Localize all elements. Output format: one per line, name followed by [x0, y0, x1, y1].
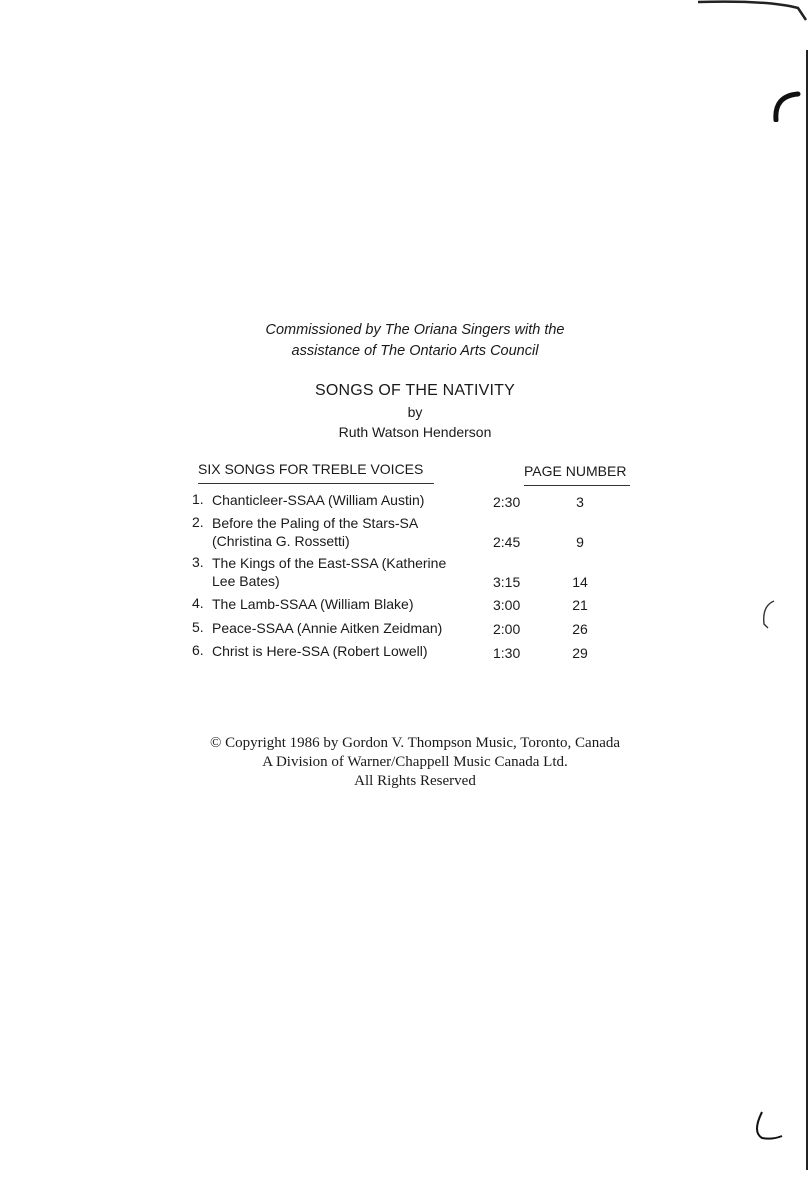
- commission-line-2: assistance of The Ontario Arts Council: [291, 343, 539, 359]
- song-title-line: Before the Paling of the Stars-SA: [212, 515, 419, 531]
- page-corner-curl: [688, 0, 808, 30]
- song-page-number: 3: [576, 494, 584, 510]
- song-number: 1.: [192, 491, 204, 507]
- song-title: [212, 595, 414, 613]
- copyright-notice: [170, 734, 660, 791]
- composer-name: Ruth Watson Henderson: [338, 424, 492, 440]
- song-number: 3.: [192, 554, 204, 570]
- song-title-line: Chanticleer-SSAA (William Austin): [212, 492, 425, 508]
- song-title-line: The Lamb-SSAA (William Blake): [212, 596, 414, 612]
- song-title-line: Peace-SSAA (Annie Aitken Zeidman): [212, 620, 443, 636]
- song-title-line: Christ is Here-SSA (Robert Lowell): [212, 643, 428, 659]
- page-number-header: PAGE NUMBER: [524, 463, 627, 479]
- song-title: [212, 554, 446, 590]
- song-title: [212, 514, 418, 550]
- song-duration: 2:45: [493, 534, 521, 550]
- song-page-number: 26: [572, 621, 588, 637]
- song-page-number: 29: [572, 645, 588, 661]
- page-number-header-rule: [524, 485, 630, 486]
- copyright-line-2: A Division of Warner/Chappell Music Canada Ltd.: [262, 754, 568, 770]
- song-title-line: (Christina G. Rossetti): [212, 533, 350, 549]
- commission-line-1: Commissioned by The Oriana Singers with the: [265, 322, 565, 338]
- song-duration: 1:30: [493, 645, 521, 661]
- binding-hole-mark-top: [768, 86, 804, 122]
- song-number: 5.: [192, 619, 204, 635]
- by-label: by: [407, 404, 423, 420]
- work-title: SONGS OF THE NATIVITY: [314, 382, 516, 399]
- binding-hole-mark-bottom: [748, 1108, 788, 1144]
- commission-note: [200, 320, 630, 362]
- song-duration: 3:15: [493, 574, 521, 590]
- songs-header-rule: [198, 483, 434, 484]
- song-title: [212, 642, 428, 660]
- song-duration: 2:30: [493, 494, 521, 510]
- song-number: 6.: [192, 642, 204, 658]
- song-page-number: 14: [572, 574, 588, 590]
- binding-hole-mark-middle: [758, 598, 788, 632]
- copyright-line-1: © Copyright 1986 by Gordon V. Thompson Music, Toronto, Canada: [209, 735, 621, 751]
- song-number: 4.: [192, 595, 204, 611]
- copyright-line-3: All Rights Reserved: [354, 773, 476, 789]
- song-duration: 3:00: [493, 597, 521, 613]
- song-page-number: 21: [572, 597, 588, 613]
- song-number: 2.: [192, 514, 204, 530]
- song-page-number: 9: [576, 534, 584, 550]
- song-title: [212, 491, 424, 509]
- song-title-line: The Kings of the East-SSA (Katherine: [212, 555, 447, 571]
- songs-header: SIX SONGS FOR TREBLE VOICES: [198, 461, 424, 477]
- song-title-line: Lee Bates): [212, 573, 280, 589]
- song-duration: 2:00: [493, 621, 521, 637]
- song-title: [212, 619, 442, 637]
